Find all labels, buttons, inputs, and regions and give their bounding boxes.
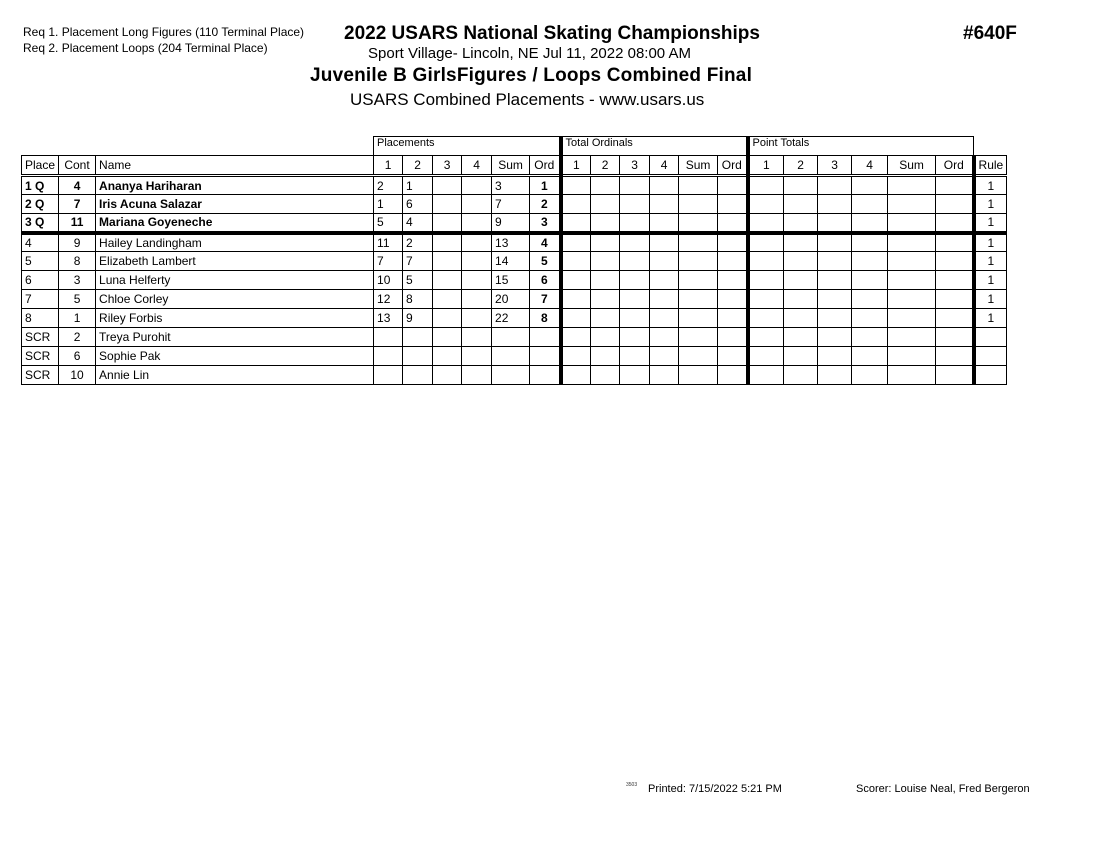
cell-place: 6	[22, 271, 59, 290]
cell-p1	[374, 347, 403, 366]
cell-t2	[591, 233, 620, 252]
table-row	[22, 195, 1007, 214]
cell-p2: 2	[403, 233, 433, 252]
cell-name: Annie Lin	[96, 366, 374, 385]
cell-t1	[561, 271, 591, 290]
cell-pt2	[784, 271, 818, 290]
cell-pt2	[784, 176, 818, 195]
printed-timestamp: Printed: 7/15/2022 5:21 PM	[648, 783, 782, 795]
cell-pt4	[852, 252, 888, 271]
cell-p2: 8	[403, 290, 433, 309]
group-point-totals: Point Totals	[748, 137, 974, 156]
col-pt4: 4	[852, 156, 888, 176]
cell-cont: 2	[59, 328, 96, 347]
col-pt2: 2	[784, 156, 818, 176]
cell-ptsum	[888, 366, 936, 385]
cell-t2	[591, 290, 620, 309]
cell-psum: 14	[492, 252, 530, 271]
cell-name: Sophie Pak	[96, 347, 374, 366]
cell-name: Riley Forbis	[96, 309, 374, 328]
cell-pt3	[818, 309, 852, 328]
cell-ptord	[936, 347, 974, 366]
cell-ptord	[936, 195, 974, 214]
cell-name: Iris Acuna Salazar	[96, 195, 374, 214]
cell-pt4	[852, 290, 888, 309]
cell-pt4	[852, 347, 888, 366]
cell-t4	[650, 328, 679, 347]
cell-cont: 3	[59, 271, 96, 290]
cell-pt3	[818, 214, 852, 233]
cell-t4	[650, 252, 679, 271]
cell-rule: 1	[974, 271, 1007, 290]
location-date: Sport Village- Lincoln, NE Jul 11, 2022 08:00 AM	[368, 45, 691, 62]
cell-psum: 7	[492, 195, 530, 214]
cell-t4	[650, 366, 679, 385]
cell-tsum	[679, 233, 718, 252]
cell-t1	[561, 328, 591, 347]
table-row	[22, 271, 1007, 290]
cell-place: 8	[22, 309, 59, 328]
col-p4: 4	[462, 156, 492, 176]
cell-p2: 7	[403, 252, 433, 271]
cell-place: 3 Q	[22, 214, 59, 233]
cell-name: Chloe Corley	[96, 290, 374, 309]
cell-cont: 10	[59, 366, 96, 385]
cell-t3	[620, 176, 650, 195]
col-name: Name	[96, 156, 374, 176]
cell-pt3	[818, 290, 852, 309]
cell-pt1	[748, 366, 784, 385]
cell-t3	[620, 214, 650, 233]
col-p1: 1	[374, 156, 403, 176]
table-row	[22, 328, 1007, 347]
cell-rule	[974, 347, 1007, 366]
cell-t1	[561, 233, 591, 252]
cell-ptsum	[888, 252, 936, 271]
cell-t2	[591, 328, 620, 347]
cell-pord: 8	[530, 309, 561, 328]
table-row	[22, 252, 1007, 271]
table-row	[22, 233, 1007, 252]
cell-name: Elizabeth Lambert	[96, 252, 374, 271]
cell-cont: 4	[59, 176, 96, 195]
cell-tord	[718, 328, 748, 347]
cell-pt1	[748, 290, 784, 309]
cell-t2	[591, 347, 620, 366]
cell-ptsum	[888, 195, 936, 214]
cell-p3	[433, 290, 462, 309]
cell-name: Hailey Landingham	[96, 233, 374, 252]
cell-pt4	[852, 233, 888, 252]
cell-t3	[620, 328, 650, 347]
cell-p1: 7	[374, 252, 403, 271]
cell-psum: 20	[492, 290, 530, 309]
cell-tord	[718, 366, 748, 385]
cell-tsum	[679, 290, 718, 309]
cell-tord	[718, 347, 748, 366]
cell-ptsum	[888, 176, 936, 195]
cell-t4	[650, 214, 679, 233]
cell-psum: 15	[492, 271, 530, 290]
cell-t3	[620, 290, 650, 309]
cell-cont: 11	[59, 214, 96, 233]
cell-psum	[492, 347, 530, 366]
cell-t1	[561, 347, 591, 366]
cell-p2: 6	[403, 195, 433, 214]
cell-ptord	[936, 309, 974, 328]
table-row	[22, 347, 1007, 366]
cell-p1: 10	[374, 271, 403, 290]
cell-pt4	[852, 309, 888, 328]
cell-p3	[433, 271, 462, 290]
cell-tsum	[679, 328, 718, 347]
col-p2: 2	[403, 156, 433, 176]
cell-pt4	[852, 328, 888, 347]
cell-t3	[620, 233, 650, 252]
cell-pt2	[784, 214, 818, 233]
group-placements: Placements	[374, 137, 561, 156]
cell-pt3	[818, 195, 852, 214]
col-pt3: 3	[818, 156, 852, 176]
cell-tord	[718, 290, 748, 309]
cell-p2	[403, 347, 433, 366]
cell-ptsum	[888, 309, 936, 328]
cell-place: 4	[22, 233, 59, 252]
cell-t3	[620, 366, 650, 385]
cell-t2	[591, 252, 620, 271]
cell-pord: 5	[530, 252, 561, 271]
cell-tord	[718, 195, 748, 214]
cell-tsum	[679, 214, 718, 233]
cell-pt3	[818, 328, 852, 347]
col-ptsum: Sum	[888, 156, 936, 176]
cell-psum: 13	[492, 233, 530, 252]
group-total-ordinals: Total Ordinals	[561, 137, 748, 156]
cell-pt1	[748, 271, 784, 290]
cell-pord: 7	[530, 290, 561, 309]
cell-rule	[974, 328, 1007, 347]
cell-pt2	[784, 252, 818, 271]
cell-tord	[718, 233, 748, 252]
requirement-1: Req 1. Placement Long Figures (110 Terminal Place)	[23, 25, 305, 39]
cell-tord	[718, 214, 748, 233]
cell-pord: 2	[530, 195, 561, 214]
cell-p3	[433, 214, 462, 233]
cell-psum	[492, 366, 530, 385]
col-ptord: Ord	[936, 156, 974, 176]
cell-pt2	[784, 195, 818, 214]
cell-pt3	[818, 271, 852, 290]
table-row	[22, 214, 1007, 233]
championship-title: 2022 USARS National Skating Championships	[344, 23, 760, 44]
cell-t3	[620, 309, 650, 328]
cell-cont: 7	[59, 195, 96, 214]
cell-pt3	[818, 366, 852, 385]
cell-p3	[433, 309, 462, 328]
col-t2: 2	[591, 156, 620, 176]
cell-cont: 1	[59, 309, 96, 328]
cell-t4	[650, 195, 679, 214]
table-row	[22, 176, 1007, 195]
cell-p1: 2	[374, 176, 403, 195]
cell-t1	[561, 195, 591, 214]
cell-tsum	[679, 176, 718, 195]
cell-p3	[433, 195, 462, 214]
event-number: #640F	[963, 23, 1017, 44]
scorer-names: Scorer: Louise Neal, Fred Bergeron	[856, 783, 1030, 795]
results-body	[22, 176, 1007, 385]
cell-pt3	[818, 252, 852, 271]
cell-p1: 5	[374, 214, 403, 233]
cell-p1	[374, 328, 403, 347]
cell-t1	[561, 214, 591, 233]
col-p3: 3	[433, 156, 462, 176]
cell-p2	[403, 366, 433, 385]
cell-pt2	[784, 366, 818, 385]
cell-t2	[591, 214, 620, 233]
cell-t3	[620, 347, 650, 366]
cell-tsum	[679, 366, 718, 385]
cell-p4	[462, 195, 492, 214]
cell-ptsum	[888, 328, 936, 347]
cell-p2: 5	[403, 271, 433, 290]
cell-place: 1 Q	[22, 176, 59, 195]
cell-p2: 9	[403, 309, 433, 328]
cell-p2	[403, 328, 433, 347]
cell-p1	[374, 366, 403, 385]
cell-rule: 1	[974, 309, 1007, 328]
cell-pt1	[748, 214, 784, 233]
cell-pt1	[748, 328, 784, 347]
cell-p4	[462, 176, 492, 195]
cell-p1: 12	[374, 290, 403, 309]
cell-t3	[620, 252, 650, 271]
cell-tsum	[679, 195, 718, 214]
cell-pt1	[748, 347, 784, 366]
cell-t1	[561, 366, 591, 385]
cell-t1	[561, 309, 591, 328]
col-psum: Sum	[492, 156, 530, 176]
cell-place: 2 Q	[22, 195, 59, 214]
cell-pt4	[852, 214, 888, 233]
cell-tord	[718, 309, 748, 328]
cell-p2: 4	[403, 214, 433, 233]
cell-p3	[433, 233, 462, 252]
cell-p3	[433, 328, 462, 347]
cell-pt2	[784, 328, 818, 347]
cell-place: 7	[22, 290, 59, 309]
cell-p4	[462, 271, 492, 290]
cell-t4	[650, 271, 679, 290]
cell-p4	[462, 290, 492, 309]
cell-p1: 1	[374, 195, 403, 214]
cell-p1: 11	[374, 233, 403, 252]
event-title: Juvenile B GirlsFigures / Loops Combined Final	[310, 65, 753, 86]
cell-t1	[561, 176, 591, 195]
table-row	[22, 309, 1007, 328]
cell-rule: 1	[974, 176, 1007, 195]
cell-rule: 1	[974, 252, 1007, 271]
cell-ptsum	[888, 271, 936, 290]
cell-tord	[718, 271, 748, 290]
cell-ptord	[936, 176, 974, 195]
col-pord: Ord	[530, 156, 561, 176]
cell-pt1	[748, 176, 784, 195]
cell-t1	[561, 290, 591, 309]
report-code: 3503	[626, 782, 638, 788]
cell-pt1	[748, 252, 784, 271]
cell-ptsum	[888, 233, 936, 252]
cell-pt3	[818, 347, 852, 366]
cell-t2	[591, 309, 620, 328]
cell-p4	[462, 233, 492, 252]
cell-ptord	[936, 214, 974, 233]
cell-p3	[433, 347, 462, 366]
cell-ptord	[936, 366, 974, 385]
cell-pt4	[852, 366, 888, 385]
cell-pt4	[852, 176, 888, 195]
cell-pord: 6	[530, 271, 561, 290]
cell-t4	[650, 233, 679, 252]
cell-pt2	[784, 347, 818, 366]
cell-name: Ananya Hariharan	[96, 176, 374, 195]
cell-cont: 8	[59, 252, 96, 271]
cell-pt2	[784, 309, 818, 328]
cell-p4	[462, 252, 492, 271]
cell-place: SCR	[22, 328, 59, 347]
cell-tsum	[679, 347, 718, 366]
requirement-2: Req 2. Placement Loops (204 Terminal Place)	[23, 41, 268, 55]
cell-p4	[462, 366, 492, 385]
cell-pt2	[784, 290, 818, 309]
cell-t2	[591, 366, 620, 385]
cell-ptord	[936, 233, 974, 252]
cell-psum: 22	[492, 309, 530, 328]
cell-pord: 1	[530, 176, 561, 195]
cell-tord	[718, 176, 748, 195]
results-subtitle: USARS Combined Placements - www.usars.us	[350, 90, 705, 109]
cell-tsum	[679, 309, 718, 328]
cell-name: Mariana Goyeneche	[96, 214, 374, 233]
cell-p4	[462, 309, 492, 328]
cell-rule: 1	[974, 214, 1007, 233]
cell-p3	[433, 176, 462, 195]
cell-ptord	[936, 271, 974, 290]
cell-name: Luna Helferty	[96, 271, 374, 290]
cell-ptsum	[888, 347, 936, 366]
col-tord: Ord	[718, 156, 748, 176]
cell-pord	[530, 347, 561, 366]
cell-ptord	[936, 328, 974, 347]
col-t3: 3	[620, 156, 650, 176]
cell-pord	[530, 328, 561, 347]
cell-t4	[650, 347, 679, 366]
table-row	[22, 290, 1007, 309]
cell-pord	[530, 366, 561, 385]
cell-t4	[650, 176, 679, 195]
cell-t2	[591, 176, 620, 195]
cell-t1	[561, 252, 591, 271]
cell-t3	[620, 195, 650, 214]
col-cont: Cont	[59, 156, 96, 176]
cell-psum	[492, 328, 530, 347]
cell-place: SCR	[22, 347, 59, 366]
cell-pord: 4	[530, 233, 561, 252]
cell-tord	[718, 252, 748, 271]
cell-pt1	[748, 309, 784, 328]
cell-cont: 9	[59, 233, 96, 252]
cell-pt1	[748, 195, 784, 214]
cell-ptord	[936, 252, 974, 271]
cell-rule	[974, 366, 1007, 385]
cell-rule: 1	[974, 290, 1007, 309]
cell-pt4	[852, 271, 888, 290]
column-header-row	[22, 156, 1007, 176]
cell-p4	[462, 328, 492, 347]
cell-rule: 1	[974, 195, 1007, 214]
cell-name: Treya Purohit	[96, 328, 374, 347]
cell-ptsum	[888, 290, 936, 309]
group-header-row	[22, 137, 1007, 156]
cell-t4	[650, 309, 679, 328]
cell-rule: 1	[974, 233, 1007, 252]
cell-tsum	[679, 252, 718, 271]
cell-pt1	[748, 233, 784, 252]
cell-pt2	[784, 233, 818, 252]
cell-pt3	[818, 233, 852, 252]
cell-p3	[433, 366, 462, 385]
col-place: Place	[22, 156, 59, 176]
cell-t2	[591, 271, 620, 290]
cell-psum: 9	[492, 214, 530, 233]
cell-pt3	[818, 176, 852, 195]
results-table	[21, 136, 1007, 385]
col-rule: Rule	[974, 156, 1007, 176]
cell-tsum	[679, 271, 718, 290]
table-row	[22, 366, 1007, 385]
cell-t3	[620, 271, 650, 290]
cell-pord: 3	[530, 214, 561, 233]
cell-t4	[650, 290, 679, 309]
cell-p4	[462, 214, 492, 233]
cell-p3	[433, 252, 462, 271]
col-t4: 4	[650, 156, 679, 176]
col-tsum: Sum	[679, 156, 718, 176]
cell-psum: 3	[492, 176, 530, 195]
cell-ptord	[936, 290, 974, 309]
cell-cont: 5	[59, 290, 96, 309]
cell-p1: 13	[374, 309, 403, 328]
cell-p2: 1	[403, 176, 433, 195]
col-t1: 1	[561, 156, 591, 176]
cell-t2	[591, 195, 620, 214]
cell-pt4	[852, 195, 888, 214]
cell-cont: 6	[59, 347, 96, 366]
cell-place: 5	[22, 252, 59, 271]
cell-p4	[462, 347, 492, 366]
cell-ptsum	[888, 214, 936, 233]
cell-place: SCR	[22, 366, 59, 385]
col-pt1: 1	[748, 156, 784, 176]
